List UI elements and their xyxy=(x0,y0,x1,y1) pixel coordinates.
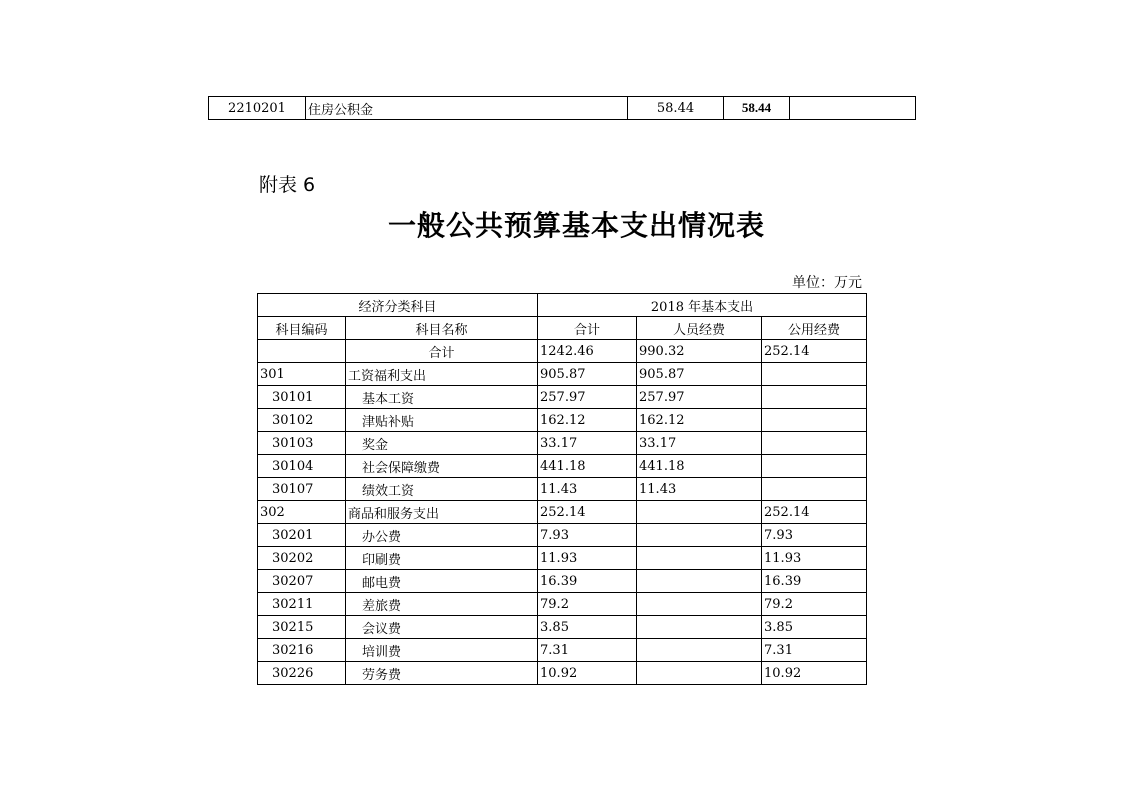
personnel-amount xyxy=(637,524,762,547)
previous-table-tail xyxy=(208,96,916,120)
personnel-amount: 905.87 xyxy=(637,363,762,386)
personnel-amount xyxy=(637,616,762,639)
subject-name: 会议费 xyxy=(346,616,538,639)
public-amount: 79.2 xyxy=(762,593,867,616)
personnel-amount: 990.32 xyxy=(637,340,762,363)
personnel-amount: 33.17 xyxy=(637,432,762,455)
public-amount xyxy=(762,455,867,478)
personnel-amount xyxy=(637,593,762,616)
table-row xyxy=(258,593,867,616)
header-subject-code: 科目编码 xyxy=(258,317,346,340)
total-amount: 11.43 xyxy=(538,478,637,501)
subject-code: 30107 xyxy=(258,478,346,501)
personnel-amount: 58.44 xyxy=(724,97,790,120)
table-row xyxy=(258,363,867,386)
personnel-amount: 162.12 xyxy=(637,409,762,432)
total-amount: 257.97 xyxy=(538,386,637,409)
subject-code: 30104 xyxy=(258,455,346,478)
table-row xyxy=(209,97,916,120)
public-amount xyxy=(790,97,916,120)
total-amount: 7.93 xyxy=(538,524,637,547)
total-amount: 16.39 xyxy=(538,570,637,593)
subject-name: 工资福利支出 xyxy=(346,363,538,386)
subject-name: 劳务费 xyxy=(346,662,538,685)
table-row xyxy=(258,547,867,570)
header-subject-name: 科目名称 xyxy=(346,317,538,340)
subject-code: 30103 xyxy=(258,432,346,455)
personnel-amount xyxy=(637,662,762,685)
header-column-row xyxy=(258,317,867,340)
header-total: 合计 xyxy=(538,317,637,340)
subject-code: 30216 xyxy=(258,639,346,662)
public-amount: 10.92 xyxy=(762,662,867,685)
public-amount xyxy=(762,386,867,409)
total-amount: 905.87 xyxy=(538,363,637,386)
page-title: 一般公共预算基本支出情况表 xyxy=(388,209,766,242)
table-row xyxy=(258,570,867,593)
personnel-amount: 257.97 xyxy=(637,386,762,409)
total-amount: 58.44 xyxy=(628,97,724,120)
public-amount xyxy=(762,363,867,386)
appendix-label: 附表 6 xyxy=(259,174,316,196)
public-amount xyxy=(762,478,867,501)
subject-name: 差旅费 xyxy=(346,593,538,616)
public-amount xyxy=(762,409,867,432)
total-amount: 11.93 xyxy=(538,547,637,570)
table-row xyxy=(258,455,867,478)
subject-name: 商品和服务支出 xyxy=(346,501,538,524)
public-amount: 7.31 xyxy=(762,639,867,662)
header-personnel: 人员经费 xyxy=(637,317,762,340)
subject-name: 合计 xyxy=(346,340,538,363)
total-amount: 33.17 xyxy=(538,432,637,455)
personnel-amount xyxy=(637,570,762,593)
table-row xyxy=(258,501,867,524)
public-amount: 7.93 xyxy=(762,524,867,547)
personnel-amount: 441.18 xyxy=(637,455,762,478)
total-amount: 441.18 xyxy=(538,455,637,478)
total-amount: 252.14 xyxy=(538,501,637,524)
subject-name: 住房公积金 xyxy=(306,97,628,120)
subject-name: 印刷费 xyxy=(346,547,538,570)
subject-code: 30101 xyxy=(258,386,346,409)
total-amount: 79.2 xyxy=(538,593,637,616)
unit-label: 单位：万元 xyxy=(792,275,862,291)
table-row xyxy=(258,386,867,409)
personnel-amount xyxy=(637,639,762,662)
table-row xyxy=(258,432,867,455)
subject-code: 301 xyxy=(258,363,346,386)
total-amount: 10.92 xyxy=(538,662,637,685)
header-basic-expenditure: 2018 年基本支出 xyxy=(538,294,867,317)
subject-code: 30215 xyxy=(258,616,346,639)
personnel-amount: 11.43 xyxy=(637,478,762,501)
total-amount: 1242.46 xyxy=(538,340,637,363)
subject-name: 基本工资 xyxy=(346,386,538,409)
table-row xyxy=(258,478,867,501)
public-amount: 252.14 xyxy=(762,501,867,524)
subject-code: 302 xyxy=(258,501,346,524)
subject-code: 30226 xyxy=(258,662,346,685)
subject-name: 办公费 xyxy=(346,524,538,547)
subject-name: 津贴补贴 xyxy=(346,409,538,432)
header-economic-class: 经济分类科目 xyxy=(258,294,538,317)
public-amount xyxy=(762,432,867,455)
subject-code: 30211 xyxy=(258,593,346,616)
public-amount: 3.85 xyxy=(762,616,867,639)
header-group-row xyxy=(258,294,867,317)
subject-code: 2210201 xyxy=(209,97,306,120)
subject-code xyxy=(258,340,346,363)
subject-name: 邮电费 xyxy=(346,570,538,593)
public-amount: 11.93 xyxy=(762,547,867,570)
basic-expenditure-table xyxy=(257,293,867,685)
subject-code: 30102 xyxy=(258,409,346,432)
total-amount: 3.85 xyxy=(538,616,637,639)
table-row xyxy=(258,409,867,432)
table-row xyxy=(258,340,867,363)
personnel-amount xyxy=(637,547,762,570)
subject-name: 社会保障缴费 xyxy=(346,455,538,478)
table-row xyxy=(258,639,867,662)
subject-name: 绩效工资 xyxy=(346,478,538,501)
subject-code: 30201 xyxy=(258,524,346,547)
public-amount: 252.14 xyxy=(762,340,867,363)
header-public: 公用经费 xyxy=(762,317,867,340)
table-row xyxy=(258,662,867,685)
subject-code: 30202 xyxy=(258,547,346,570)
personnel-amount xyxy=(637,501,762,524)
total-amount: 7.31 xyxy=(538,639,637,662)
table-row xyxy=(258,616,867,639)
table-body xyxy=(258,340,867,685)
table-row xyxy=(258,524,867,547)
total-amount: 162.12 xyxy=(538,409,637,432)
subject-name: 培训费 xyxy=(346,639,538,662)
public-amount: 16.39 xyxy=(762,570,867,593)
subject-name: 奖金 xyxy=(346,432,538,455)
subject-code: 30207 xyxy=(258,570,346,593)
